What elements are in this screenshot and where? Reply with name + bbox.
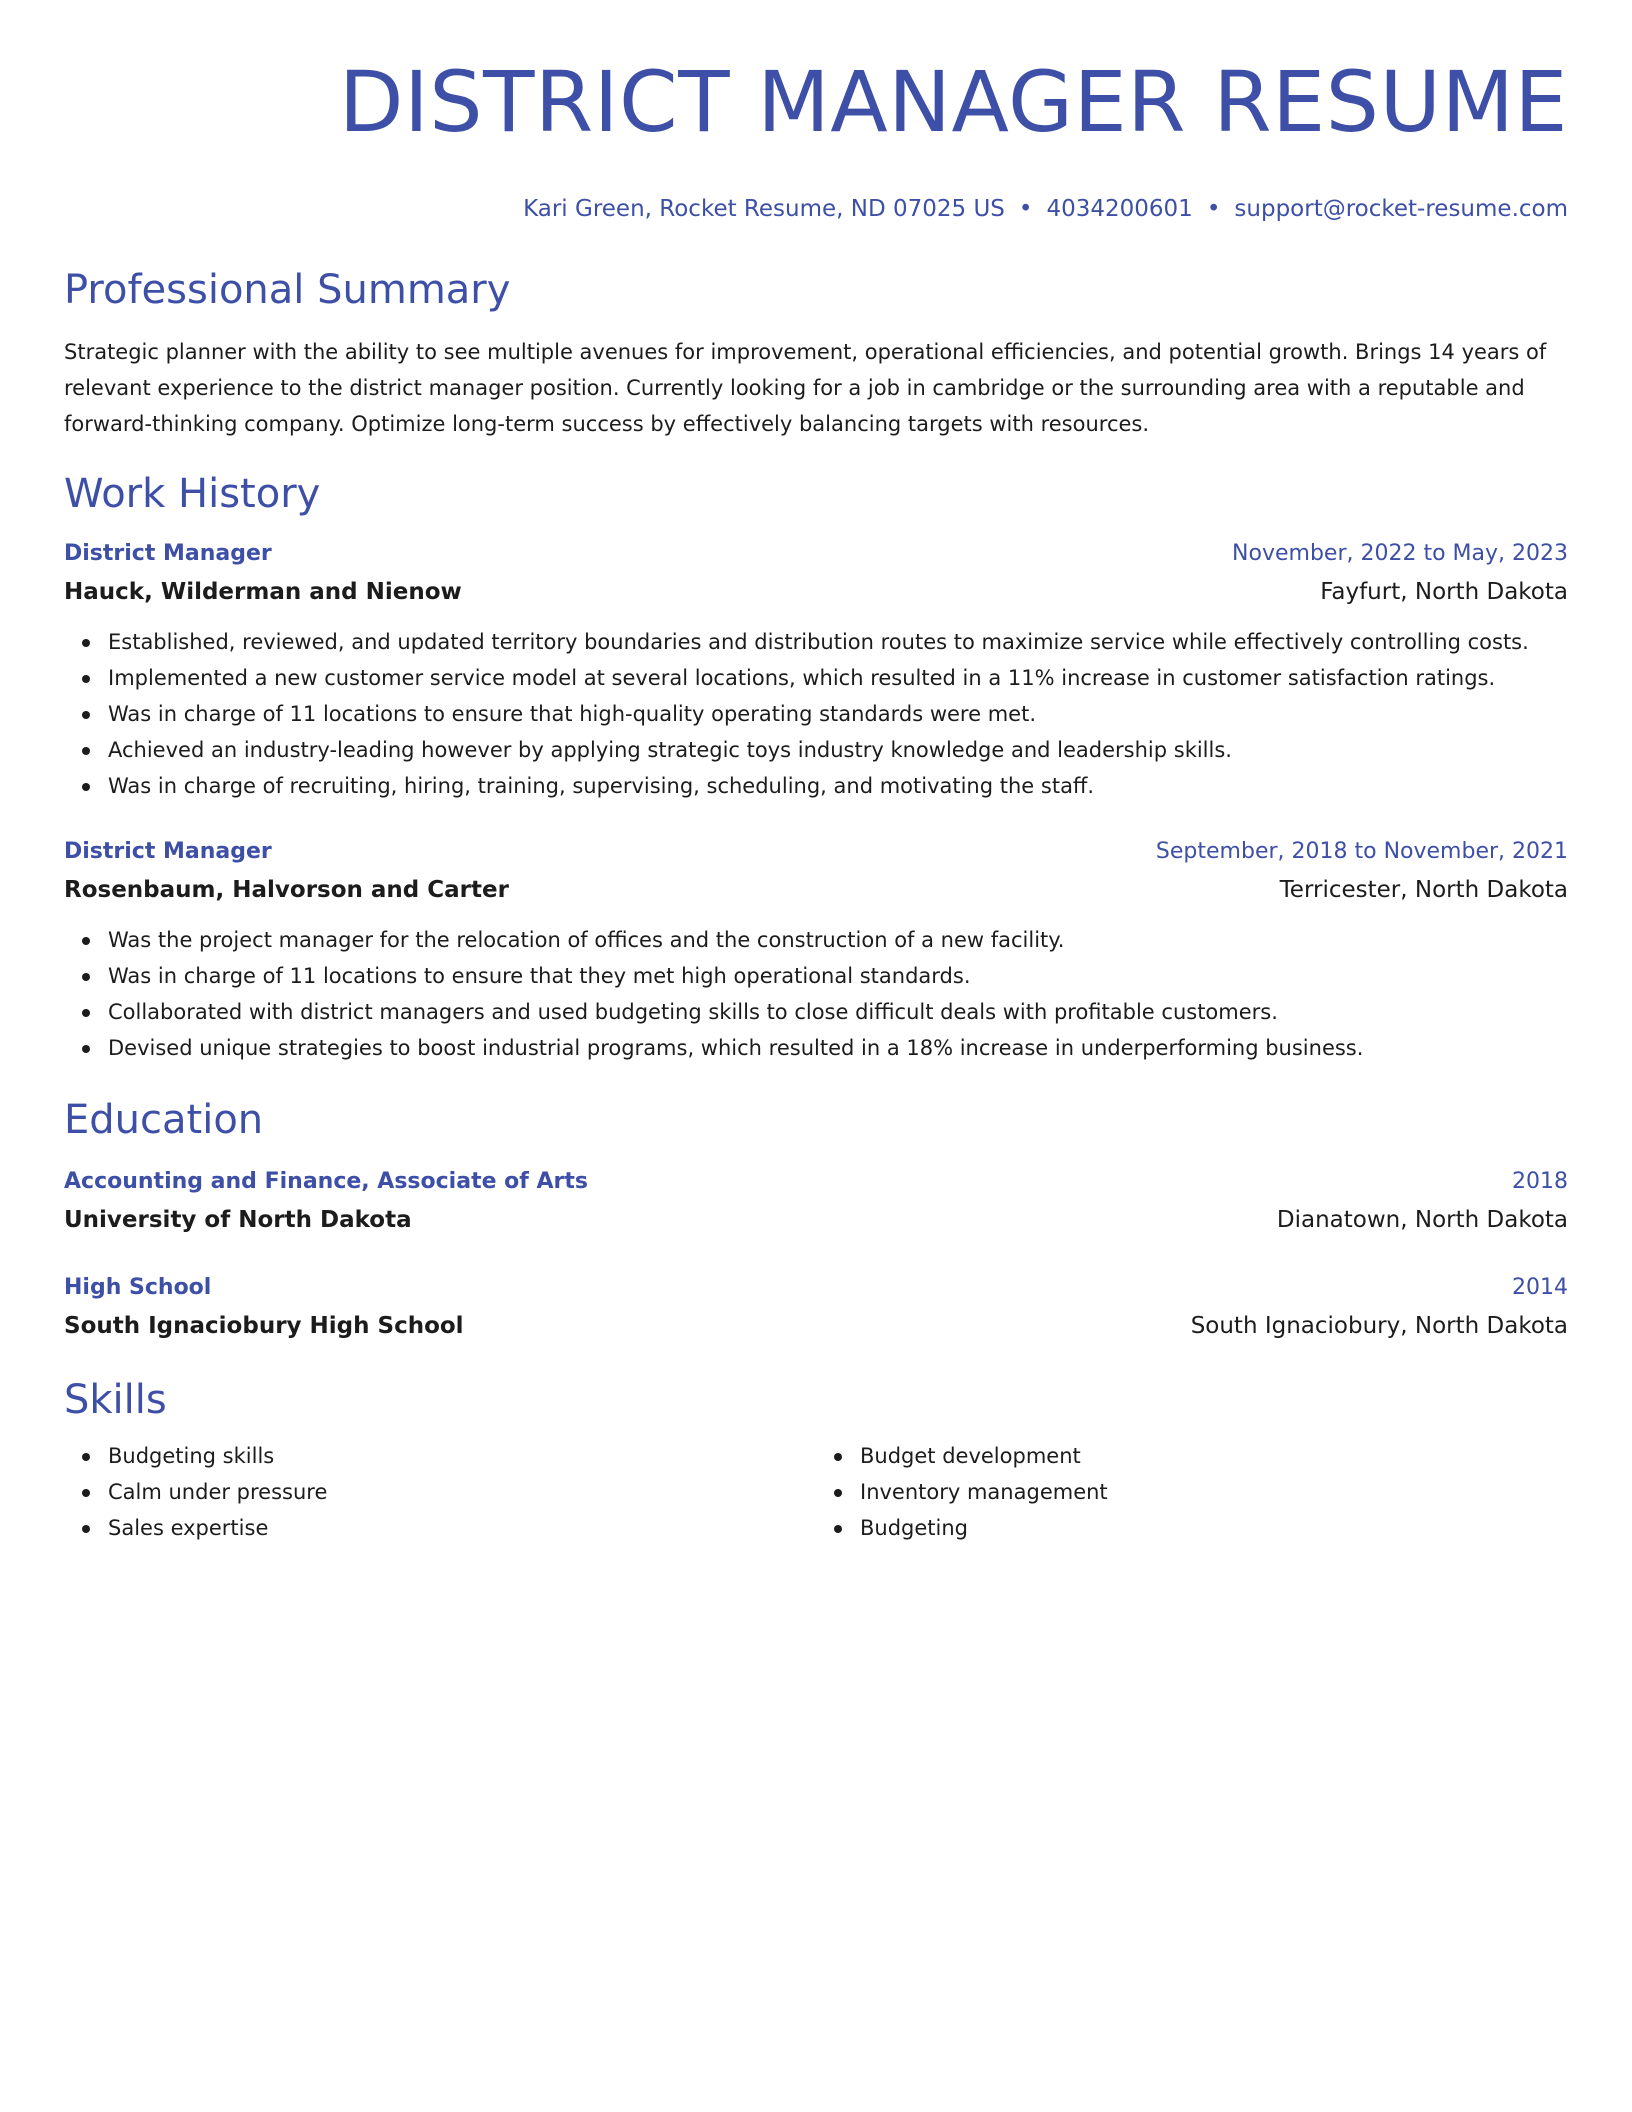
skill-item: Budgeting skills bbox=[108, 1438, 816, 1474]
job-bullet: Implemented a new customer service model at several locations, which resulted in a 11% increase in customer satisfaction ratings. bbox=[108, 660, 1568, 696]
job-header-row bbox=[64, 536, 1568, 572]
job-entry bbox=[64, 834, 1568, 1066]
work-history-section bbox=[64, 470, 1568, 1066]
job-bullet: Was in charge of 11 locations to ensure that they met high operational standards. bbox=[108, 958, 1568, 994]
contact-address: Kari Green, Rocket Resume, ND 07025 US bbox=[523, 196, 1005, 222]
contact-separator: • bbox=[1206, 196, 1221, 222]
job-entry bbox=[64, 536, 1568, 804]
job-title: District Manager bbox=[64, 541, 272, 566]
education-degree: Accounting and Finance, Associate of Arts bbox=[64, 1169, 588, 1194]
skill-item: Sales expertise bbox=[108, 1510, 816, 1546]
resume-title: DISTRICT MANAGER RESUME bbox=[338, 53, 1568, 151]
education-location: South Ignaciobury, North Dakota bbox=[1190, 1313, 1568, 1339]
contact-phone: 4034200601 bbox=[1046, 196, 1193, 222]
job-bullet: Was the project manager for the relocation of offices and the construction of a new facility. bbox=[108, 922, 1568, 958]
summary-heading: Professional Summary bbox=[64, 267, 511, 313]
skill-item: Budgeting bbox=[860, 1510, 1568, 1546]
education-year: 2014 bbox=[1512, 1275, 1568, 1300]
job-bullet: Was in charge of recruiting, hiring, training, supervising, scheduling, and motivating the staff. bbox=[108, 768, 1568, 804]
education-section bbox=[64, 1096, 1568, 1346]
job-bullet: Devised unique strategies to boost industrial programs, which resulted in a 18% increase in underperforming business. bbox=[108, 1030, 1568, 1066]
job-bullet: Was in charge of 11 locations to ensure that high-quality operating standards were met. bbox=[108, 696, 1568, 732]
education-degree: High School bbox=[64, 1275, 212, 1300]
skill-item: Calm under pressure bbox=[108, 1474, 816, 1510]
job-title: District Manager bbox=[64, 839, 272, 864]
summary-section bbox=[64, 266, 1568, 442]
education-header-row bbox=[64, 1270, 1568, 1306]
job-dates: November, 2022 to May, 2023 bbox=[1232, 541, 1568, 566]
education-location: Dianatown, North Dakota bbox=[1276, 1207, 1568, 1233]
job-location: Terricester, North Dakota bbox=[1279, 877, 1568, 903]
job-dates: September, 2018 to November, 2021 bbox=[1155, 839, 1568, 864]
education-header-row bbox=[64, 1164, 1568, 1200]
work-history-heading: Work History bbox=[64, 471, 321, 517]
skills-section bbox=[64, 1376, 1568, 1546]
contact-email: support@rocket-resume.com bbox=[1234, 196, 1568, 222]
skills-column-left bbox=[64, 1438, 816, 1546]
summary-text: Strategic planner with the ability to see multiple avenues for improvement, operational efficiencies, and potential growth. Brings 14 years of relevant experience to the district manager position. Currently looking for a job in cambridge or the surrounding area with a reputable and forward-thinking company. Optimize long-term success by effectively balancing targets with resources. bbox=[64, 340, 1547, 436]
job-bullet: Established, reviewed, and updated territory boundaries and distribution routes to maximize service while effectively controlling costs. bbox=[108, 624, 1568, 660]
job-header-row bbox=[64, 834, 1568, 870]
skills-grid bbox=[64, 1438, 1568, 1546]
education-heading: Education bbox=[64, 1097, 264, 1143]
skill-item: Inventory management bbox=[860, 1474, 1568, 1510]
skills-list bbox=[816, 1438, 1568, 1546]
education-school-row bbox=[64, 1200, 1568, 1240]
contact-separator: • bbox=[1018, 196, 1033, 222]
job-bullet: Achieved an industry-leading however by applying strategic toys industry knowledge and leadership skills. bbox=[108, 732, 1568, 768]
job-bullets bbox=[64, 624, 1568, 804]
job-location: Fayfurt, North Dakota bbox=[1320, 579, 1568, 605]
education-school: University of North Dakota bbox=[64, 1207, 412, 1233]
job-bullet: Collaborated with district managers and used budgeting skills to close difficult deals with profitable customers. bbox=[108, 994, 1568, 1030]
job-company: Hauck, Wilderman and Nienow bbox=[64, 579, 462, 605]
job-company: Rosenbaum, Halvorson and Carter bbox=[64, 877, 509, 903]
skills-heading: Skills bbox=[64, 1377, 167, 1423]
education-entry bbox=[64, 1164, 1568, 1240]
education-entry bbox=[64, 1270, 1568, 1346]
skills-list bbox=[64, 1438, 816, 1546]
education-school: South Ignaciobury High School bbox=[64, 1313, 464, 1339]
job-bullets bbox=[64, 922, 1568, 1066]
job-company-row bbox=[64, 870, 1568, 910]
skill-item: Budget development bbox=[860, 1438, 1568, 1474]
job-company-row bbox=[64, 572, 1568, 612]
skills-column-right bbox=[816, 1438, 1568, 1546]
contact-line bbox=[64, 194, 1568, 224]
education-school-row bbox=[64, 1306, 1568, 1346]
education-year: 2018 bbox=[1512, 1169, 1568, 1194]
